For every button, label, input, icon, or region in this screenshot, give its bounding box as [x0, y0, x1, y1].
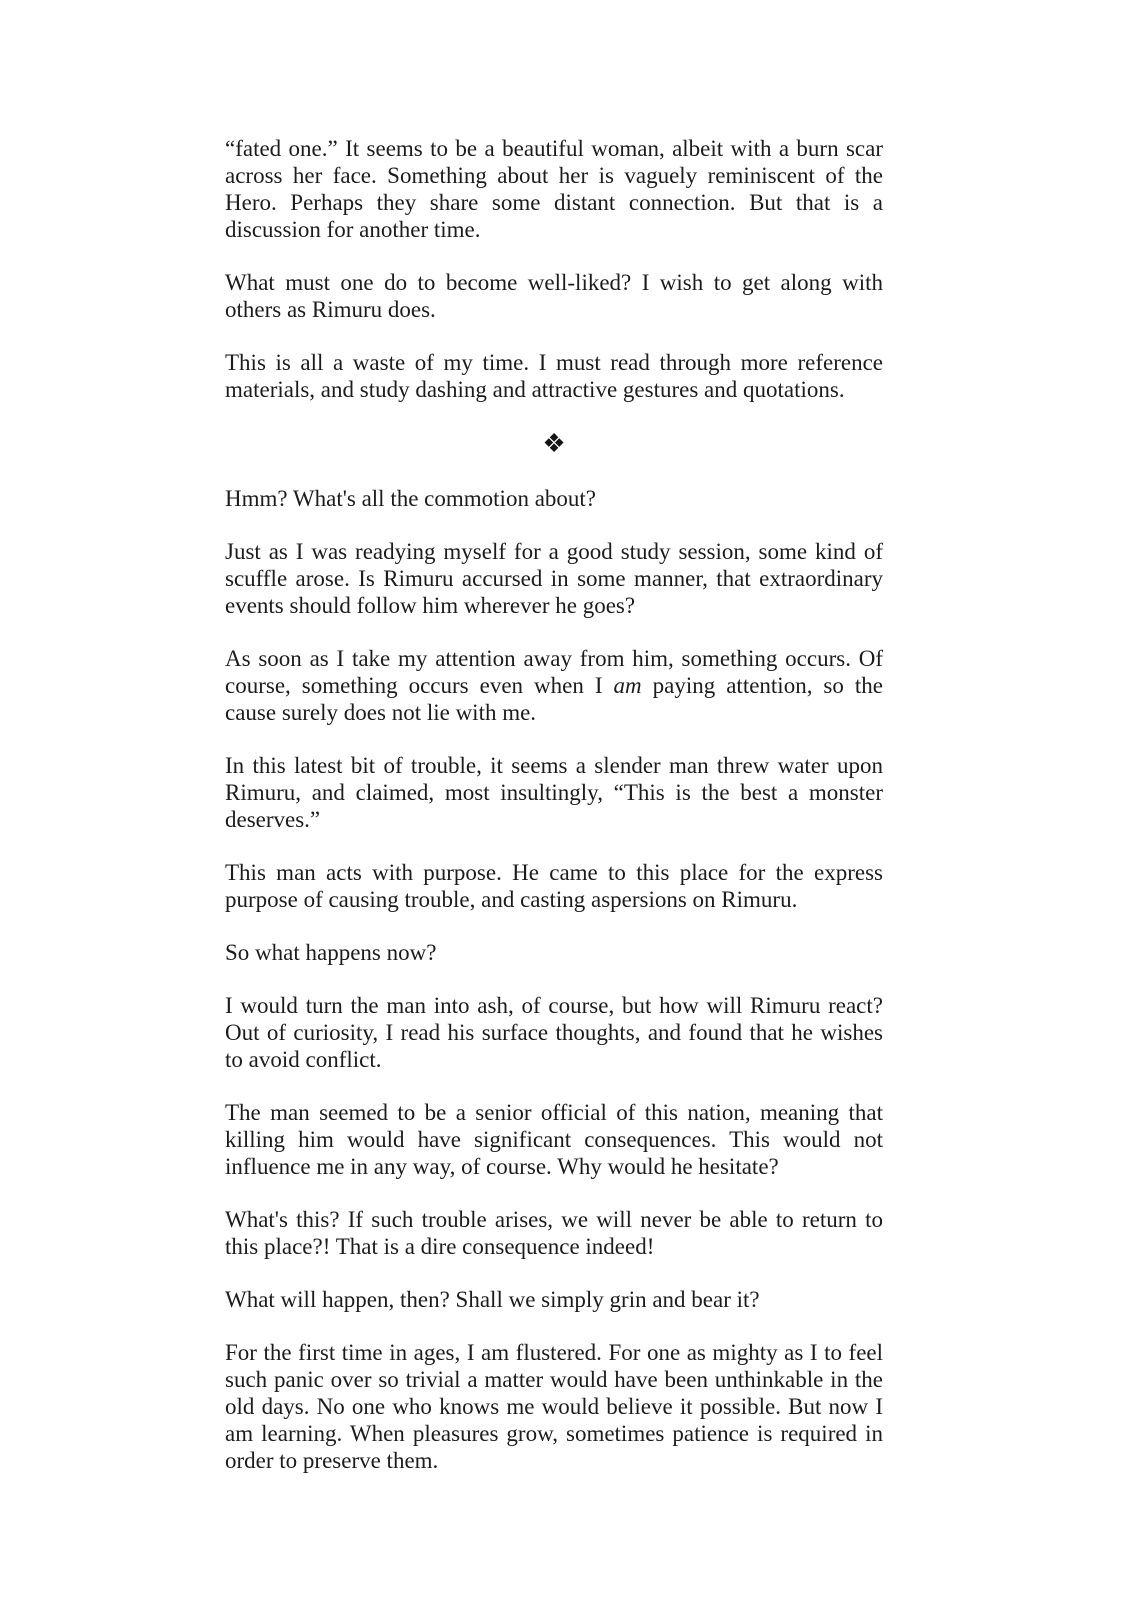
paragraph: Hmm? What's all the commotion about? — [225, 486, 596, 511]
paragraph: What must one do to become well-liked? I wish to get along with others as Rimuru does. — [225, 270, 883, 322]
paragraph: This is all a waste of my time. I must read through more reference materials, and study dashing and attractive gestures and quotations. — [225, 350, 883, 402]
paragraph: This man acts with purpose. He came to this place for the express purpose of causing trouble, and casting aspersions on Rimuru. — [225, 860, 883, 912]
paragraph: What's this? If such trouble arises, we will never be able to return to this place?! That is a dire consequence indeed! — [225, 1207, 883, 1259]
paragraph: So what happens now? — [225, 940, 437, 965]
paragraph: In this latest bit of trouble, it seems a slender man threw water upon Rimuru, and claimed, most insultingly, “This is the best a monster deserves.” — [225, 753, 883, 832]
paragraph: Just as I was readying myself for a good study session, some kind of scuffle arose. Is Rimuru accursed in some manner, that extraordinary events should follow him wherever he goes? — [225, 539, 883, 618]
page-text-block — [225, 135, 883, 1474]
paragraph-segment: As soon as I take my attention away from him, something occurs. Of course, something occurs even when I — [225, 646, 883, 698]
paragraph-segment: paying attention, so the cause surely does not lie with me. — [225, 673, 883, 725]
paragraph: The man seemed to be a senior official of this nation, meaning that killing him would have significant consequences. This would not influence me in any way, of course. Why would he hesitate? — [225, 1100, 883, 1179]
paragraph: What will happen, then? Shall we simply grin and bear it? — [225, 1287, 760, 1312]
paragraph — [225, 645, 883, 726]
paragraph: I would turn the man into ash, of course, but how will Rimuru react? Out of curiosity, I read his surface thoughts, and found that he wishes to avoid conflict. — [225, 993, 883, 1072]
paragraph: For the first time in ages, I am flustered. For one as mighty as I to feel such panic over so trivial a matter would have been unthinkable in the old days. No one who knows me would believe it possible. But now I am learning. When pleasures grow, sometimes patience is required in order to preserve them. — [225, 1340, 883, 1473]
paragraph: “fated one.” It seems to be a beautiful woman, albeit with a burn scar across her face. Something about her is vaguely reminiscent of the Hero. Perhaps they share some distant connection. But that is a discussion for another time. — [225, 136, 883, 242]
section-break-diamond-ornament-icon: ❖ — [542, 429, 566, 458]
paragraph-italic-segment: am — [613, 673, 642, 698]
